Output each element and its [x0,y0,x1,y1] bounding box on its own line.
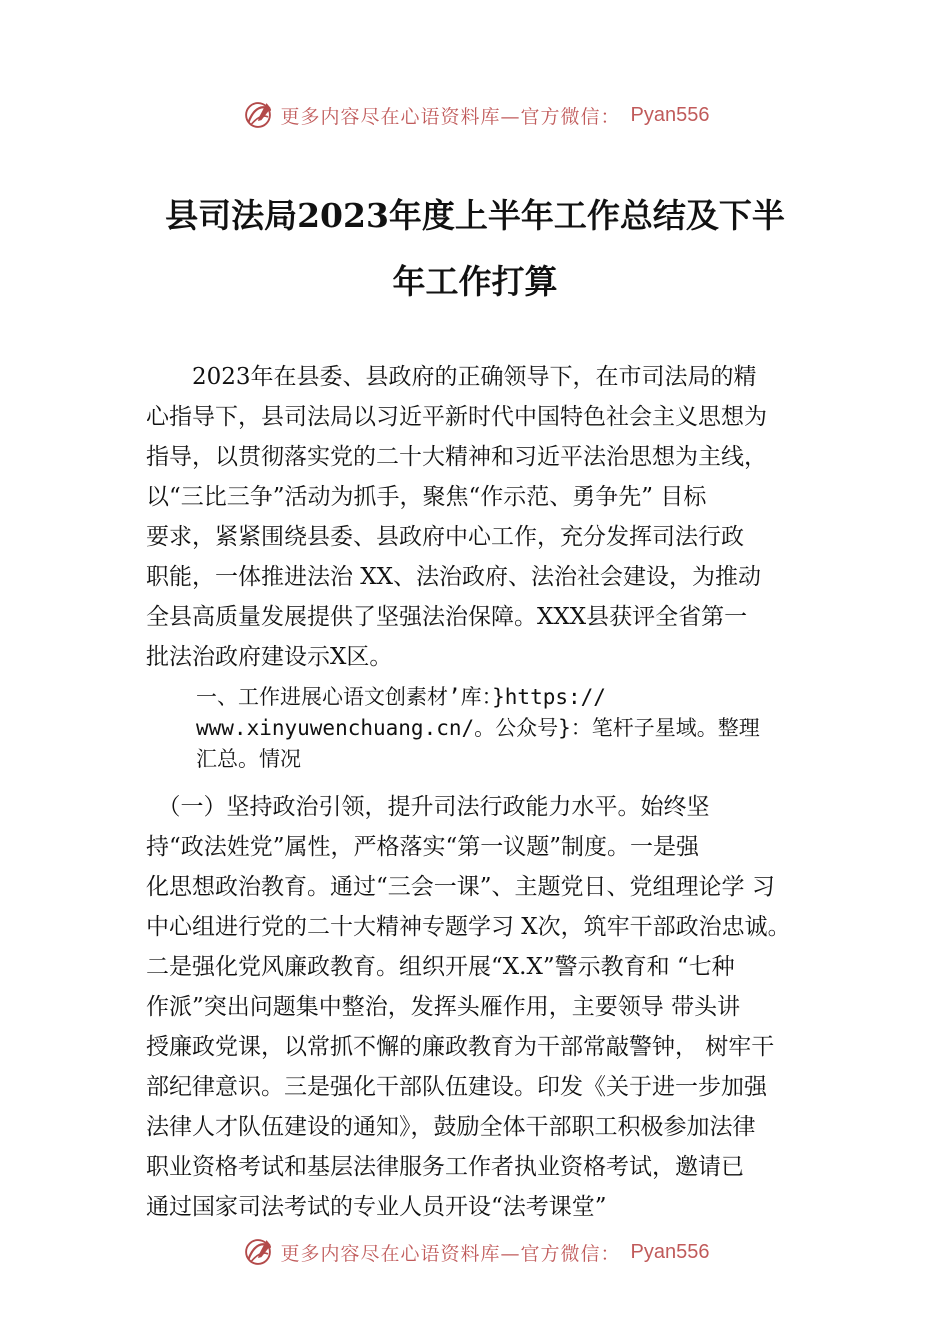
intro-line: 心指导下，县司法局以习近平新时代中国特色社会主义思想为 [146,404,767,430]
body-line: （一）坚持政治引领，提升司法行政能力水平。始终坚 [146,794,710,820]
body-line: 通过国家司法考试的专业人员开设“法考课堂” [146,1194,607,1220]
header-wechat-id: Pyan556 [630,103,710,126]
footer-wechat-id: Pyan556 [630,1240,710,1263]
section-heading [196,682,836,775]
footer-banner-text: 更多内容尽在心语资料库—官方微信： [280,1242,621,1265]
xinyu-logo-icon [241,98,275,132]
body-line: 部纪律意识。三是强化干部队伍建设。印发《关于进一步加强 [146,1074,767,1100]
intro-line: 职能，一体推进法治 XX、法治政府、法治社会建设，为推动 [146,564,762,590]
document-title-line-2: 年工作打算 [392,262,558,301]
intro-line: 以“三比三争”活动为抓手，聚焦“作示范、勇争先” 目标 [146,484,707,510]
header-banner-text: 更多内容尽在心语资料库—官方微信： [280,105,621,128]
section-heading-line: www.xinyuwenchuang.cn/。公众号}：笔杆子星域。整理 [196,716,760,740]
footer-banner [0,1232,950,1272]
body-line: 持“政法姓党”属性，严格落实“第一议题”制度。一是强 [146,834,700,860]
document-title-line-1: 县司法局2023年度上半年工作总结及下半 [165,196,785,235]
intro-line: 全县高质量发展提供了坚强法治保障。XXX县获评全省第一 [146,604,748,630]
body-line: 职业资格考试和基层法律服务工作者执业资格考试，邀请已 [146,1154,744,1180]
intro-line: 指导，以贯彻落实党的二十大精神和习近平法治思想为主线， [146,444,767,470]
body-line: 作派”突出问题集中整治，发挥头雁作用，主要领导 带头讲 [146,994,741,1020]
intro-line: 2023年在县委、县政府的正确领导下，在市司法局的精 [146,364,757,390]
header-banner [0,95,950,135]
section-heading-line: 汇总。情况 [196,747,301,771]
body-line: 法律人才队伍建设的通知》，鼓励全体干部职工积极参加法律 [146,1114,756,1140]
intro-line: 批法治政府建设示X区。 [146,644,393,670]
intro-paragraph [146,357,836,677]
body-paragraph [146,787,836,1227]
body-line: 二是强化党风廉政教育。组织开展“X.X”警示教育和 “七种 [146,954,735,980]
xinyu-logo-icon [241,1235,275,1269]
section-heading-line: 一、工作进展心语文创素材’库：}https:// [196,685,606,709]
body-line: 中心组进行党的二十大精神专题学习 X次，筑牢干部政治忠诚。 [146,914,791,940]
intro-line: 要求，紧紧围绕县委、县政府中心工作，充分发挥司法行政 [146,524,744,550]
body-line: 授廉政党课，以常抓不懈的廉政教育为干部常敲警钟， 树牢干 [146,1034,775,1060]
body-line: 化思想政治教育。通过“三会一课”、主题党日、党组理论学 习 [146,874,775,900]
footer-banner-inner [241,1235,710,1269]
header-banner-inner [241,98,710,132]
